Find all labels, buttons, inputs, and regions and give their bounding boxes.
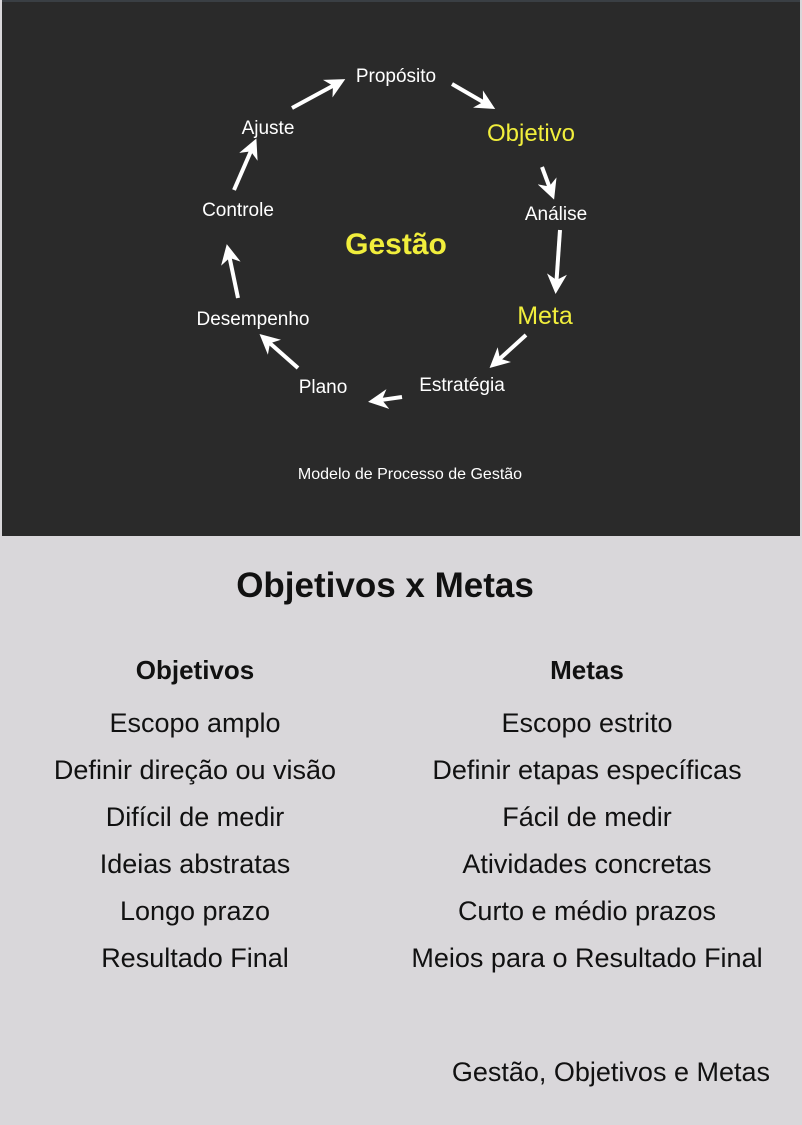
- stage-label-analise: Análise: [524, 204, 588, 225]
- stage-label-plano: Plano: [298, 377, 348, 398]
- management-cycle-diagram: [2, 0, 800, 536]
- objective-item: Resultado Final: [101, 943, 289, 973]
- goals-column: [392, 652, 782, 982]
- diagram-caption: Modelo de Processo de Gestão: [297, 466, 523, 483]
- objective-item: Escopo amplo: [109, 708, 281, 738]
- goal-item: Atividades concretas: [462, 849, 712, 879]
- comparison-title: Objetivos x Metas: [236, 566, 534, 605]
- arrow-objetivo-analise: [542, 167, 552, 194]
- goal-item: Escopo estrito: [501, 708, 673, 738]
- arrow-meta-estrategia: [494, 335, 526, 364]
- footer-caption: Gestão, Objetivos e Metas: [451, 1057, 770, 1087]
- goal-item: Curto e médio prazos: [457, 896, 717, 926]
- goal-item: Definir etapas específicas: [432, 755, 742, 785]
- arrow-analise-meta: [556, 230, 560, 288]
- stage-label-meta: Meta: [517, 302, 573, 330]
- objectives-list: [30, 700, 360, 982]
- goals-list: [392, 700, 782, 982]
- stage-label-objetivo: Objetivo: [486, 120, 576, 147]
- center-label: Gestão: [345, 228, 447, 261]
- objectives-column: [30, 652, 360, 982]
- objective-item: Difícil de medir: [105, 802, 285, 832]
- stage-label-ajuste: Ajuste: [241, 118, 295, 139]
- arrow-proposito-objetivo: [452, 84, 490, 106]
- objective-item: Longo prazo: [119, 896, 271, 926]
- arrow-ajuste-proposito: [292, 82, 340, 108]
- objective-item: Ideias abstratas: [99, 849, 291, 879]
- arrow-controle-ajuste: [234, 144, 254, 190]
- stage-label-proposito: Propósito: [355, 66, 437, 87]
- objective-item: Definir direção ou visão: [53, 755, 337, 785]
- stage-label-desempenho: Desempenho: [196, 309, 310, 330]
- goal-item: Meios para o Resultado Final: [411, 943, 763, 973]
- stage-label-estrategia: Estratégia: [419, 375, 505, 396]
- arrow-plano-desempenho: [264, 338, 298, 368]
- stage-label-controle: Controle: [202, 200, 274, 221]
- arrow-desempenho-controle: [228, 250, 238, 298]
- cycle-svg: [2, 2, 800, 536]
- goals-heading: Metas: [550, 655, 624, 685]
- objectives-heading: Objetivos: [135, 655, 255, 685]
- arrow-estrategia-plano: [374, 397, 402, 401]
- goal-item: Fácil de medir: [502, 802, 672, 832]
- comparison-section: [0, 536, 802, 1125]
